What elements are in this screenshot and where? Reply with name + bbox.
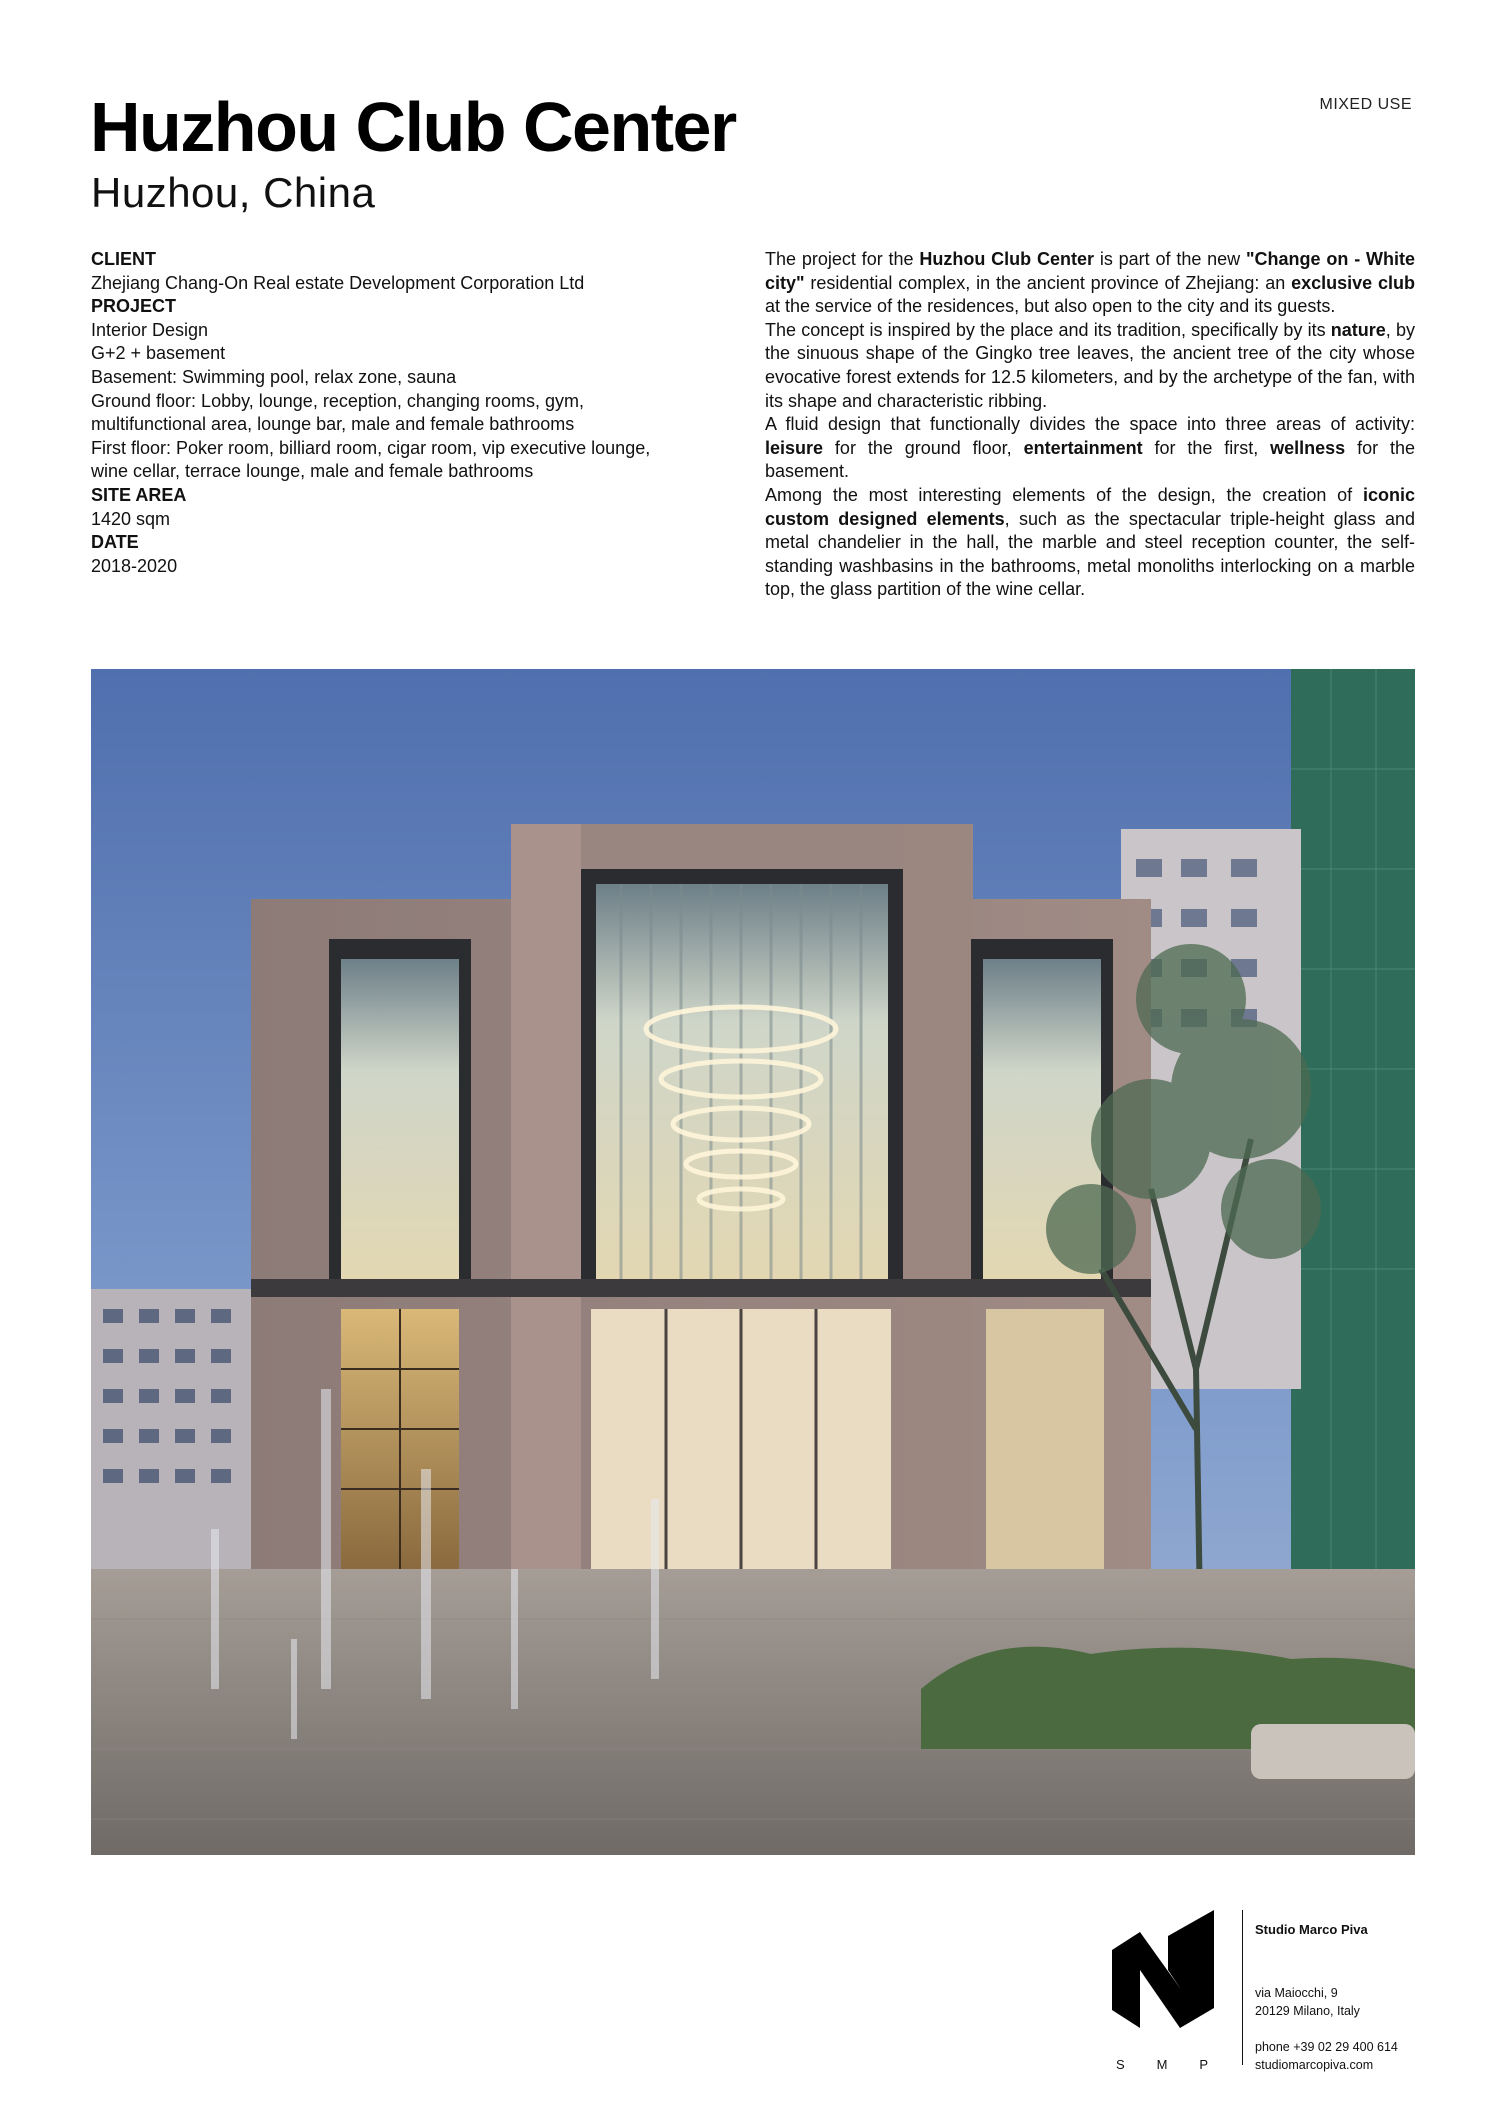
project-label: PROJECT	[91, 296, 177, 317]
project-line: Basement: Swimming pool, relax zone, sauna	[91, 366, 457, 387]
studio-name: Studio Marco Piva	[1255, 1922, 1368, 1937]
project-meta	[91, 248, 721, 578]
site-area-value: 1420 sqm	[91, 508, 171, 529]
project-description	[765, 248, 1415, 602]
studio-contact	[1255, 2038, 1398, 2074]
project-line: G+2 + basement	[91, 343, 226, 364]
phone-number: phone +39 02 29 400 614	[1255, 2040, 1398, 2054]
logo-letter: P	[1199, 2057, 1208, 2072]
logo-letter: M	[1156, 2057, 1168, 2072]
smp-logo-icon	[1112, 1910, 1214, 2028]
project-line: First floor: Poker room, billiard room, cigar room, vip executive lounge,	[91, 437, 651, 458]
website-link[interactable]: studiomarcopiva.com	[1255, 2058, 1374, 2072]
studio-address	[1255, 1984, 1360, 2020]
project-line: Ground floor: Lobby, lounge, reception, changing rooms, gym,	[91, 390, 584, 411]
building-photo	[91, 669, 1415, 1855]
project-line: wine cellar, terrace lounge, male and female bathrooms	[91, 461, 534, 482]
date-value: 2018-2020	[91, 555, 178, 576]
client-label: CLIENT	[91, 249, 156, 269]
description-paragraph: The concept is inspired by the place and its tradition, specifically by its nature, by the sinuous shape of the Gingko tree leaves, the ancient tree of the city whose evocative forest extends for 12.5 kilometers, and by the archetype of the fan, with its shape and characteristic ribbing.	[765, 319, 1415, 411]
site-area-label: SITE AREA	[91, 484, 187, 505]
footer-divider	[1242, 1910, 1243, 2065]
address-line: 20129 Milano, Italy	[1255, 2004, 1360, 2018]
logo-letters	[1116, 2057, 1208, 2072]
logo-letter: S	[1116, 2057, 1125, 2072]
category-label: MIXED USE	[1319, 96, 1412, 113]
description-paragraph: Among the most interesting elements of the design, the creation of iconic custom designed elements, such as the spectacular triple-height glass and metal chandelier in the hall, the marble and steel reception counter, the self-standing washbasins in the bathrooms, metal monoliths interlocking on a marble top, the glass partition of the wine cellar.	[765, 484, 1415, 600]
project-line: Interior Design	[91, 319, 209, 340]
address-line: via Maiocchi, 9	[1255, 1986, 1338, 2000]
project-line: multifunctional area, lounge bar, male and female bathrooms	[91, 414, 575, 435]
client-value: Zhejiang Chang-On Real estate Development Corporation Ltd	[91, 272, 585, 293]
project-location: Huzhou, China	[91, 169, 376, 216]
description-paragraph: The project for the Huzhou Club Center is part of the new "Change on - White city" residential complex, in the ancient province of Zhejiang: an exclusive club at the service of the residences, but also open to the city and its guests.	[765, 249, 1415, 317]
project-title: Huzhou Club Center	[90, 88, 736, 166]
description-paragraph: A fluid design that functionally divides the space into three areas of activity: leisure for the ground floor, entertainment for the first, wellness for the basement.	[765, 414, 1415, 482]
date-label: DATE	[91, 532, 139, 553]
